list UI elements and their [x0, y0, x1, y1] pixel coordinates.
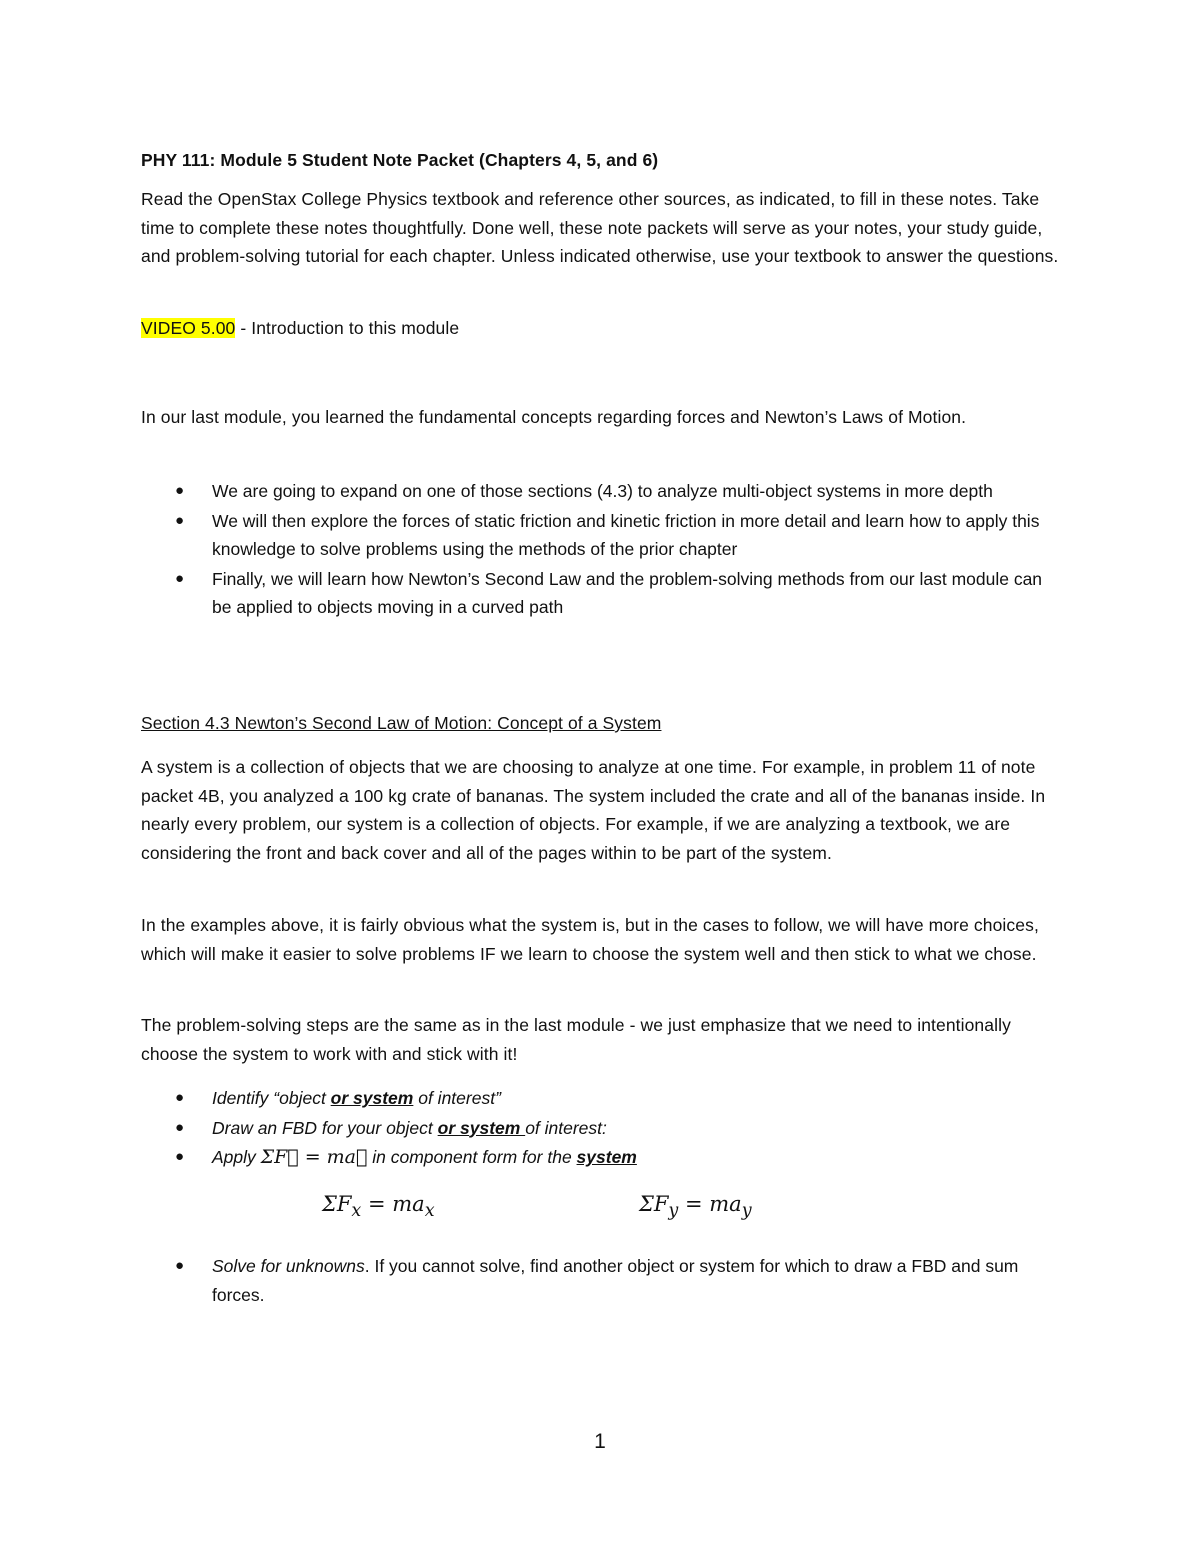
last-module-paragraph: In our last module, you learned the fundamental concepts regarding forces and Newton’s Laws of Motion.: [141, 407, 967, 427]
bullet-icon: ●: [175, 1148, 185, 1165]
equation-x: $\Sigma F_x = ma_x$: [322, 1192, 435, 1222]
list-item: ● Apply ΣF⃗ = ma⃗ in component form for the system: [141, 1143, 1061, 1172]
component-equations: [141, 1192, 1061, 1226]
list-item: ● Finally, we will learn how Newton’s Second Law and the problem-solving methods from our last module can be applied to objects moving in a curved path: [141, 565, 1061, 622]
list-item: ● We are going to expand on one of those sections (4.3) to analyze multi-object systems in more depth: [141, 477, 1061, 506]
bullet-icon: ●: [175, 1257, 185, 1274]
list-item: ● Solve for unknowns. If you cannot solve, find another object or system for which to draw a FBD and sum forces.: [141, 1252, 1061, 1309]
bullet-icon: ●: [175, 482, 185, 499]
list-item: ● We will then explore the forces of static friction and kinetic friction in more detail and learn how to apply this knowledge to solve problems using the methods of the prior chapter: [141, 507, 1061, 564]
equation-y: $\Sigma F_y = ma_y$: [639, 1192, 752, 1222]
list-item: ● Draw an FBD for your object or system of interest:: [141, 1114, 1061, 1143]
list-item: ● Identify “object or system of interest”: [141, 1084, 1061, 1113]
bullet-icon: ●: [175, 1118, 185, 1136]
system-paragraph: A system is a collection of objects that we are choosing to analyze at one time. For example, in problem 11 of note packet 4B, you analyzed a 100 kg crate of bananas. The system included the crate and all of the bananas inside. In nearly every problem, our system is a collection of objects. For example, if we are analyzing a textbook, we are considering the front and back cover and all of the pages within to be part of the system.: [141, 757, 1046, 863]
steps-list: [141, 1084, 1061, 1173]
intro-paragraph: Read the OpenStax College Physics textbook and reference other sources, as indicated, to fill in these notes. Take time to complete these notes thoughtfully. Done well, these note packets will serve as your notes, your study guide, and problem-solving tutorial for each chapter. Unless indicated otherwise, use your textbook to answer the questions.: [141, 189, 1059, 266]
solve-list: [141, 1252, 1061, 1310]
page-title: PHY 111: Module 5 Student Note Packet (Chapters 4, 5, and 6): [141, 150, 659, 170]
bullet-icon: ●: [175, 1089, 185, 1106]
page-number: 1: [594, 1430, 606, 1453]
steps-paragraph: The problem-solving steps are the same as in the last module - we just emphasize that we need to intentionally choose the system to work with and stick with it!: [141, 1015, 1011, 1064]
overview-list: [141, 477, 1061, 623]
video-text: - Introduction to this module: [235, 318, 460, 338]
bullet-icon: ●: [175, 569, 185, 587]
newton-equation: ΣF⃗ = ma⃗: [260, 1146, 368, 1168]
bullet-icon: ●: [175, 511, 185, 529]
video-line: [141, 314, 1061, 343]
examples-paragraph: In the examples above, it is fairly obvious what the system is, but in the cases to follow, we will have more choices, which will make it easier to solve problems IF we learn to choose the system well and then stick to what we chose.: [141, 915, 1039, 964]
video-label: VIDEO 5.00: [141, 318, 236, 338]
section-heading: Section 4.3 Newton’s Second Law of Motion: Concept of a System: [141, 713, 662, 733]
